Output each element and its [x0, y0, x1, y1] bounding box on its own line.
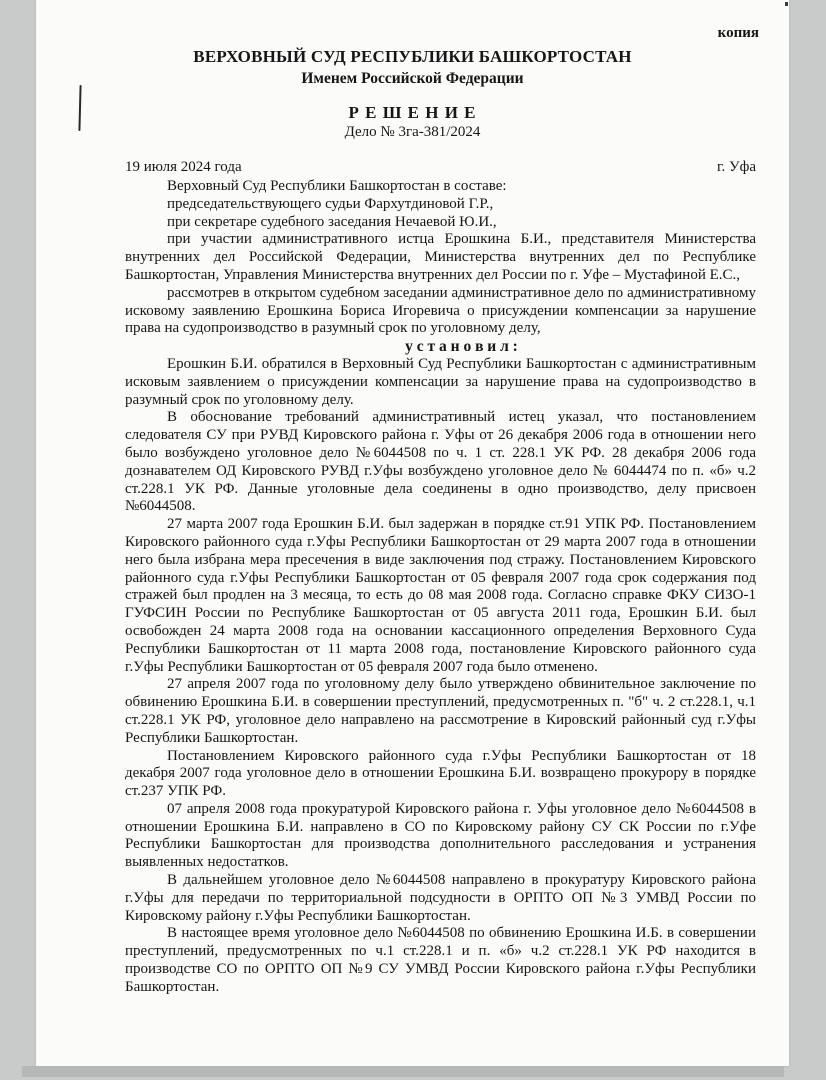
scan-artifact-dot: [785, 2, 788, 6]
composition-line: рассмотрев в открытом судебном заседании административное дело по административному исковому заявлению Ерошкина Бориса Игоревича о присуждении компенсации за нарушение права на судопроизводство в разумный срок по уголовному делу,: [125, 284, 756, 337]
paragraph: В настоящее время уголовное дело №6044508 по обвинению Ерошкина И.Б. в совершении преступлений, предусмотренных по ч.1 ст.228.1 и п. «б» ч.2 ст.228.1 УК РФ находится в производстве СО по ОРПТО ОП №9 СУ УМВД России Кировского района г.Уфы Республики Башкортостан.: [125, 925, 756, 995]
document-page: [36, 0, 789, 1066]
case-number: Дело № 3га-381/2024: [344, 124, 481, 140]
paragraph: 27 марта 2007 года Ерошкин Б.И. был задержан в порядке ст.91 УПК РФ. Постановлением Кировского районного суда г.Уфы Республики Башкортостан от 29 марта 2007 года в отношении него была избрана мера пресечения в виде заключения под стражу. Постановлением Кировского районного суда г.Уфы Республики Башкортостан от 05 февраля 2007 года срок содержания под стражей был продлен на 3 месяца, то есть до 08 мая 2008 года. Согласно справке ФКУ СИЗО-1 ГУФСИН России по Республике Башкортостан от 05 августа 2011 года, Ерошкин Б.И. был освобожден 24 марта 2008 года на основании кассационного определения Верховного Суда Республики Башкортостан от 11 марта 2008 года, постановление Кировского районного суда г.Уфы Республики Башкортостан от 05 февраля 2007 года было отменено.: [125, 516, 756, 675]
decision-title: Р Е Ш Е Н И Е: [348, 103, 477, 122]
composition-line: Верховный Суд Республики Башкортостан в составе:: [167, 178, 507, 194]
paragraph: 27 апреля 2007 года по уголовному делу было утверждено обвинительное заключение по обвинению Ерошкина Б.И. в совершении преступлений, предусмотренных п. "б" ч. 2 ст.228.1, ч.1 ст.228.1 УК РФ, уголовное дело направлено на рассмотрение в Кировский районный суд г.Уфы Республики Башкортостан.: [125, 676, 756, 746]
court-name-heading: ВЕРХОВНЫЙ СУД РЕСПУБЛИКИ БАШКОРТОСТАН: [193, 47, 632, 66]
paragraph: 07 апреля 2008 года прокуратурой Кировского района г. Уфы уголовное дело №6044508 в отношении Ерошкина Б.И. направлено в СО по Кировскому району СУ СК России по г.Уфе Республики Башкортостан для производства дополнительного расследования и устранения выявленных недостатков.: [125, 800, 756, 871]
composition-line: при секретаре судебного заседания Нечаевой Ю.И.,: [167, 213, 497, 230]
composition-line: при участии административного истца Ерошкина Б.И., представителя Министерства внутренних дел Российской Федерации, Министерства внутренних дел по Республике Башкортостан, Управления Министерства внутренних дел России по г. Уфе – Мустафиной Е.С.,: [125, 231, 756, 283]
date-city-row: [36, 158, 789, 176]
paragraph: В обоснование требований административный истец указал, что постановлением следователя СУ при РУВД Кировского района г. Уфы от 26 декабря 2006 года в отношении него было возбуждено уголовное дело №6044508 по ч. 1 ст. 228.1 УК РФ. 28 декабря 2006 года дознавателем ОД Кировского РУВД г.Уфы возбуждено уголовное дело № 6044474 по п. «б» ч.2 ст.228.1 УК РФ. Данные уголовные дела соединены в одно производство, делу присвоен №6044508.: [125, 409, 756, 515]
in-name-of-federation-subheading: Именем Российской Федерации: [301, 70, 524, 87]
paragraph: Постановлением Кировского районного суда г.Уфы Республики Башкортостан от 18 декабря 2007 года уголовное дело в отношении Ерошкина Б.И. возвращено прокурору в порядке ст.237 УПК РФ.: [125, 747, 756, 800]
decision-date: 19 июля 2024 года: [125, 159, 242, 175]
paragraph: Ерошкин Б.И. обратился в Верховный Суд Республики Башкортостан с административным исковым заявлением о присуждении компенсации за нарушение права на судопроизводство в разумный срок по уголовному делу.: [125, 355, 756, 408]
ustanovil-heading: у с т а н о в и л :: [405, 338, 518, 356]
decision-city: г. Уфа: [717, 159, 756, 175]
paragraph: В дальнейшем уголовное дело №6044508 направлено в прокуратуру Кировского района г.Уфы для передачи по территориальной подсудности в ОРПТО ОП №3 УМВД России по Кировскому району г.Уфы Республики Башкортостан.: [125, 872, 756, 924]
composition-line: председательствующего судьи Фархутдиновой Г.Р.,: [167, 195, 494, 212]
page-bottom-shadow: [22, 1066, 784, 1077]
document-body: [36, 176, 789, 997]
copy-stamp-label: копия: [717, 25, 759, 41]
